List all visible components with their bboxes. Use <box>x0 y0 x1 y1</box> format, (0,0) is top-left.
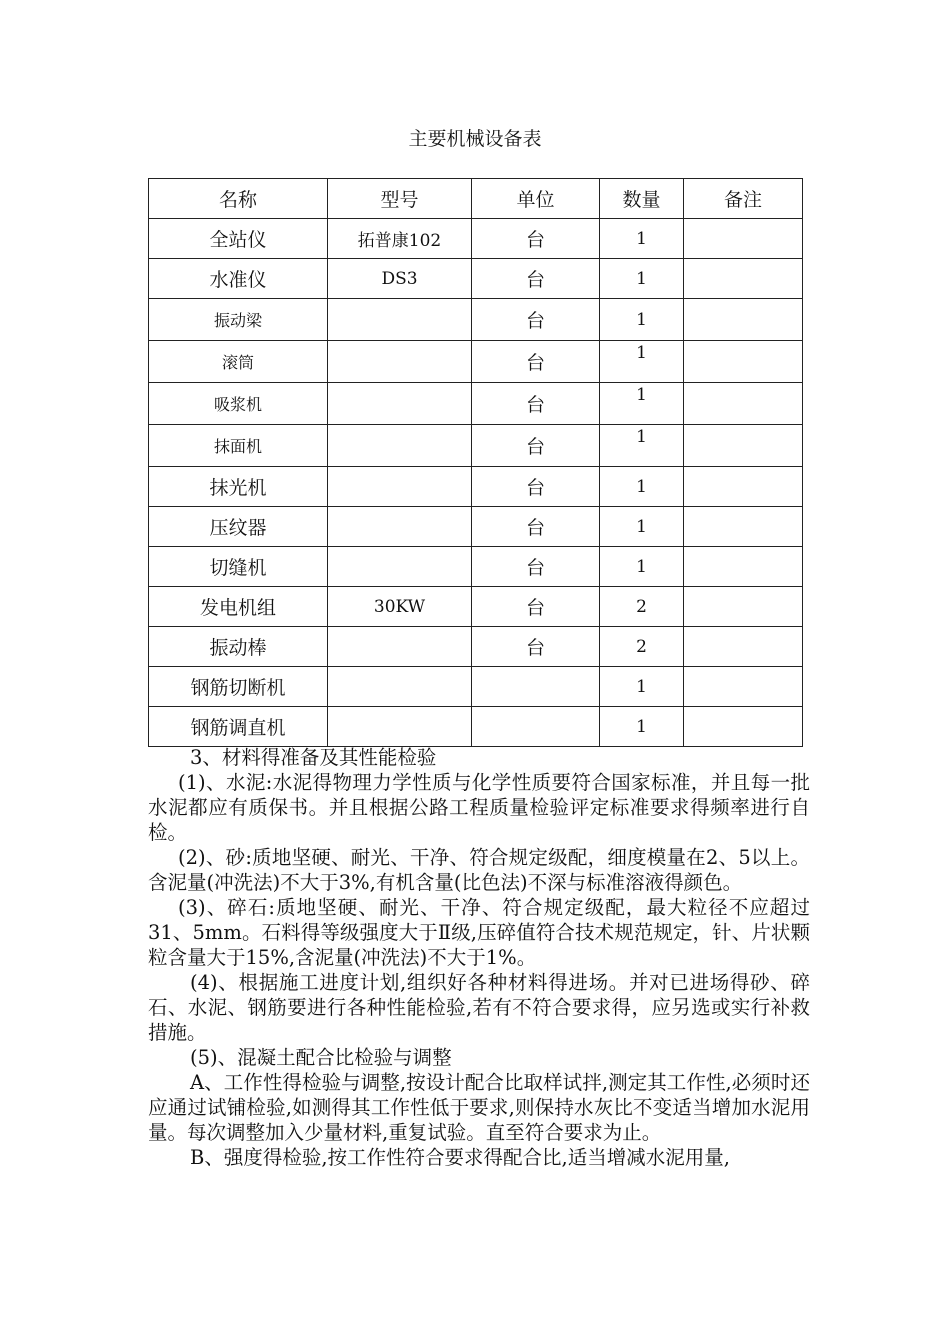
table-cell <box>684 707 803 747</box>
table-row <box>149 707 803 747</box>
table-cell <box>684 425 803 467</box>
table-cell: 振动梁 <box>149 299 328 341</box>
table-cell <box>684 341 803 383</box>
table-row <box>149 425 803 467</box>
table-row <box>149 341 803 383</box>
subsection-heading: (5)、混凝土配合比检验与调整 <box>190 1046 452 1069</box>
table-cell: 台 <box>472 383 600 425</box>
table-cell: 1 <box>600 707 684 747</box>
table-cell <box>684 259 803 299</box>
table-cell: 发电机组 <box>149 587 328 627</box>
table-cell <box>328 707 472 747</box>
table-cell: 2 <box>600 627 684 667</box>
table-cell <box>684 299 803 341</box>
table-cell <box>684 587 803 627</box>
table-row <box>149 507 803 547</box>
table-cell: 台 <box>472 627 600 667</box>
table-cell: 拓普康102 <box>328 219 472 259</box>
table-cell: 钢筋切断机 <box>149 667 328 707</box>
table-row <box>149 259 803 299</box>
paragraph: (4)、根据施工进度计划,组织好各种材料得进场。并对已进场得砂、碎石、水泥、钢筋要进行各种性能检验,若有不符合要求得，应另选或实行补救措施。 <box>148 971 810 1044</box>
table-cell <box>684 547 803 587</box>
table-cell: 吸浆机 <box>149 383 328 425</box>
table-row <box>149 299 803 341</box>
table-cell <box>472 667 600 707</box>
header-cell: 数量 <box>600 179 684 219</box>
table-cell: 1 <box>600 259 684 299</box>
paragraph: (2)、砂:质地坚硬、耐光、干净、符合规定级配，细度模量在2、5以上。含泥量(冲洗法)不大于3%,有机含量(比色法)不深与标准溶液得颜色。 <box>148 846 810 894</box>
table-cell <box>684 467 803 507</box>
table-cell <box>328 383 472 425</box>
paragraph: (3)、碎石:质地坚硬、耐光、干净、符合规定级配，最大粒径不应超过31、5mm。石料得等级强度大于Ⅱ级,压碎值符合技术规范规定，针、片状颗粒含量大于15%,含泥量(冲洗法)不大于1%。 <box>148 896 810 969</box>
table-cell: 30KW <box>328 587 472 627</box>
table-cell: 1 <box>600 383 684 425</box>
table-cell <box>328 467 472 507</box>
table-cell: 滚筒 <box>149 341 328 383</box>
table-cell <box>684 507 803 547</box>
table-row <box>149 219 803 259</box>
table-cell: 1 <box>600 299 684 341</box>
header-cell: 单位 <box>472 179 600 219</box>
table-cell: 1 <box>600 467 684 507</box>
table-cell: 台 <box>472 299 600 341</box>
table-cell: 压纹器 <box>149 507 328 547</box>
table-cell: 台 <box>472 259 600 299</box>
table-cell <box>328 667 472 707</box>
table-cell: 全站仪 <box>149 219 328 259</box>
table-cell: 1 <box>600 425 684 467</box>
table-cell: 振动棒 <box>149 627 328 667</box>
header-cell: 名称 <box>149 179 328 219</box>
table-cell: 切缝机 <box>149 547 328 587</box>
table-cell <box>684 219 803 259</box>
table-cell: 台 <box>472 425 600 467</box>
paragraph: A、工作性得检验与调整,按设计配合比取样试拌,测定其工作性,必须时还应通过试铺检验,如测得其工作性低于要求,则保持水灰比不变适当增加水泥用量。每次调整加入少量材料,重复试验。直至符合要求为止。 <box>148 1071 810 1144</box>
table-cell <box>684 667 803 707</box>
table-cell: 台 <box>472 219 600 259</box>
table-row <box>149 667 803 707</box>
table-cell <box>684 383 803 425</box>
document-title: 主要机械设备表 <box>408 128 542 150</box>
table-cell <box>472 707 600 747</box>
table-cell: 1 <box>600 547 684 587</box>
table-cell: 1 <box>600 219 684 259</box>
table-row <box>149 627 803 667</box>
table-row <box>149 383 803 425</box>
table-cell: 钢筋调直机 <box>149 707 328 747</box>
table-cell: 抹光机 <box>149 467 328 507</box>
table-row <box>149 467 803 507</box>
table-cell <box>328 547 472 587</box>
table-cell: 台 <box>472 587 600 627</box>
table-header-row <box>149 179 803 219</box>
table-cell: DS3 <box>328 259 472 299</box>
table-cell: 抹面机 <box>149 425 328 467</box>
equipment-table <box>148 178 803 747</box>
table-cell <box>328 507 472 547</box>
header-cell: 备注 <box>684 179 803 219</box>
table-cell: 水准仪 <box>149 259 328 299</box>
table-cell <box>328 299 472 341</box>
table-cell: 台 <box>472 547 600 587</box>
paragraph: (1)、水泥:水泥得物理力学性质与化学性质要符合国家标准，并且每一批水泥都应有质保书。并且根据公路工程质量检验评定标准要求得频率进行自检。 <box>148 771 810 844</box>
table-cell: 1 <box>600 507 684 547</box>
section-heading: 3、材料得准备及其性能检验 <box>190 746 437 769</box>
body-text <box>148 745 810 1170</box>
table-cell: 1 <box>600 341 684 383</box>
table-cell <box>328 341 472 383</box>
table-row <box>149 547 803 587</box>
header-cell: 型号 <box>328 179 472 219</box>
table-row <box>149 587 803 627</box>
paragraph: B、强度得检验,按工作性符合要求得配合比,适当增减水泥用量, <box>190 1146 730 1169</box>
table-cell <box>684 627 803 667</box>
table-cell: 2 <box>600 587 684 627</box>
table-cell: 1 <box>600 667 684 707</box>
table-cell: 台 <box>472 507 600 547</box>
table-cell: 台 <box>472 467 600 507</box>
table-cell: 台 <box>472 341 600 383</box>
table-cell <box>328 425 472 467</box>
table-cell <box>328 627 472 667</box>
